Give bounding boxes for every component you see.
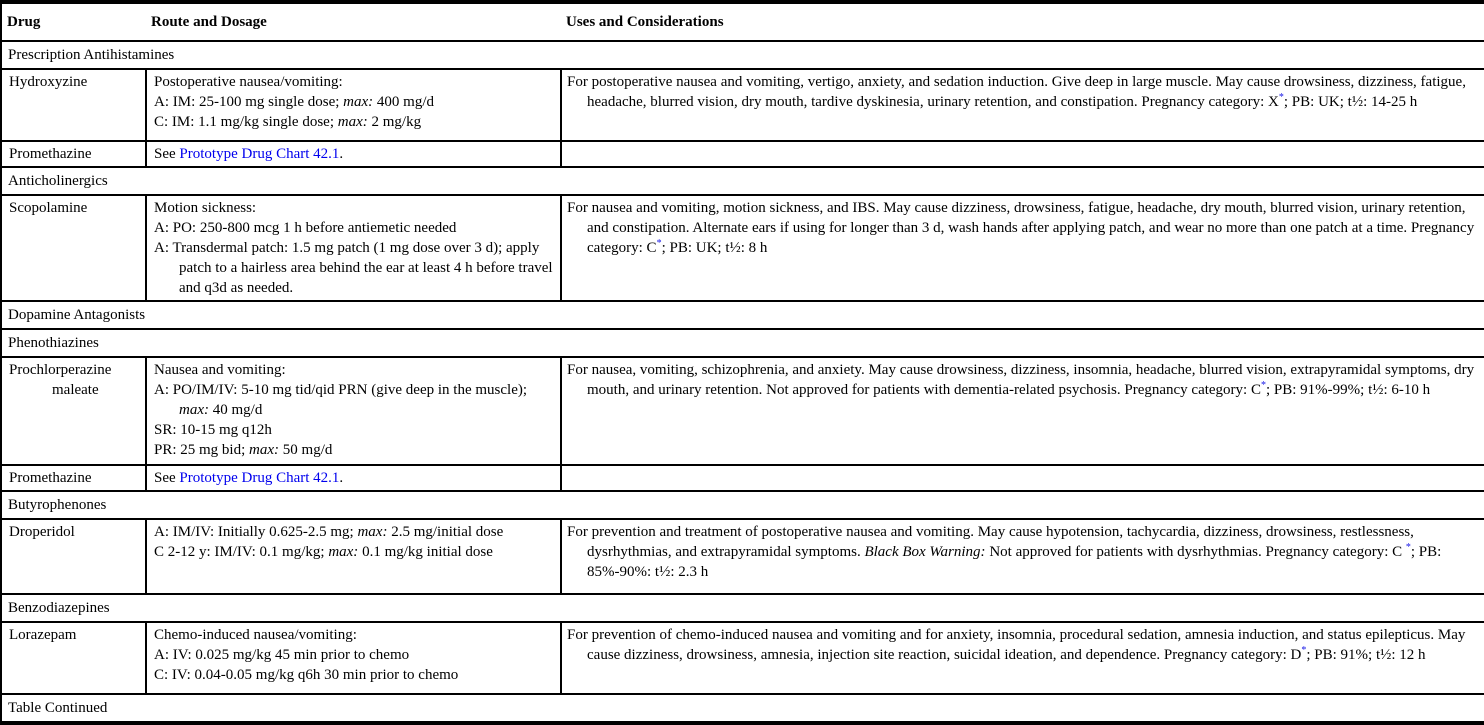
row-dopamine-antagonists [1,301,1484,329]
drug-cell [1,141,146,167]
row-lorazepam [1,622,1484,694]
route-line [154,645,555,665]
text-segment: Postoperative nausea/vomiting: [154,74,343,90]
drug-name: Droperidol [9,524,75,540]
route-line [154,625,555,645]
row-prescription-antihistamines [1,41,1484,69]
uses-and-considerations-cell [561,69,1484,141]
prototype-drug-chart-link[interactable]: Prototype Drug Chart 42.1 [179,470,340,486]
row-scopolamine [1,195,1484,301]
italic-text: max: [179,402,209,418]
text-segment: For nausea and vomiting, motion sickness, and IBS. May cause dizziness, drowsiness, fatigue, headache, dry mouth, blurred vision, urinary retention, and constipation. Alternate ears if using for longer than 3 d, wash hands after applying patch, and wear no more than one patch at a time. Pregnancy category: C [567,200,1475,256]
route-line [154,440,555,460]
route-line [154,112,555,132]
section-header-anticholinergics: Anticholinergics [1,167,1484,195]
footnote-asterisk-link[interactable]: * [1405,542,1411,553]
footnote-asterisk-link[interactable]: * [1301,645,1307,656]
footnote-asterisk-link[interactable]: * [1260,380,1266,391]
route-and-dosage-cell [146,69,561,141]
text-segment: A: IM: 25-100 mg single dose; [154,94,344,110]
header-row [1,2,1484,41]
uses-text [567,72,1479,112]
row-droperidol [1,519,1484,594]
drug-name: Scopolamine [9,200,88,216]
text-segment: Not approved for patients with dysrhythmias. Pregnancy category: C [985,544,1406,560]
text-segment: A: PO: 250-800 mcg 1 h before antiemetic needed [154,220,457,236]
text-segment: 2.5 mg/initial dose [387,524,504,540]
italic-text: max: [357,524,388,540]
text-segment: A: Transdermal patch: 1.5 mg patch (1 mg dose over 3 d); apply patch to a hairless area behind the ear at least 4 h before travel and q3d as needed. [154,240,553,296]
table-body [1,41,1484,723]
row-table-continued [1,694,1484,723]
uses-text [567,198,1479,258]
section-header-prescription-antihistamines: Prescription Antihistamines [1,41,1484,69]
uses-and-considerations-cell [561,141,1484,167]
drug-name: Promethazine [9,470,92,486]
text-segment: 400 mg/d [373,94,434,110]
route-line [154,238,555,298]
text-segment: C: IV: 0.04-0.05 mg/kg q6h 30 min prior to chemo [154,667,459,683]
route-line [154,144,555,164]
drug-cell [1,195,146,301]
text-segment: For prevention of chemo-induced nausea and vomiting and for anxiety, insomnia, procedural sedation, amnesia induction, and status epilepticus. May cause dizziness, drowsiness, amnesia, injection site reaction, suicidal ideation, and dependence. Pregnancy category: D [567,627,1466,663]
text-segment: . [339,470,344,486]
column-header-route-and-dosage: Route and Dosage [146,2,561,41]
route-line [154,198,555,218]
uses-and-considerations-cell [561,465,1484,491]
row-phenothiazines [1,329,1484,357]
table-continued-label: Table Continued [1,694,1484,723]
column-header-drug: Drug [1,2,146,41]
uses-text [567,522,1479,582]
route-and-dosage-cell [146,195,561,301]
uses-text [567,625,1479,665]
section-header-benzodiazepines: Benzodiazepines [1,594,1484,622]
text-segment: 0.1 mg/kg initial dose [358,544,493,560]
italic-text: max: [328,544,359,560]
uses-and-considerations-cell [561,622,1484,694]
route-and-dosage-cell [146,465,561,491]
text-segment: . [339,146,344,162]
prototype-drug-chart-link[interactable]: Prototype Drug Chart 42.1 [179,146,340,162]
text-segment: C 2-12 y: IM/IV: 0.1 mg/kg; [154,544,329,560]
route-and-dosage-cell [146,519,561,594]
uses-and-considerations-cell [561,519,1484,594]
text-segment: ; PB: 91%-99%; t½: 6-10 h [1265,382,1431,398]
row-hydroxyzine [1,69,1484,141]
drug-name: Promethazine [9,146,92,162]
drug-name: Prochlorperazine maleate [9,362,112,398]
drug-cell [1,622,146,694]
text-segment: A: PO/IM/IV: 5-10 mg tid/qid PRN (give deep in the muscle); [154,382,528,398]
section-header-dopamine-antagonists: Dopamine Antagonists [1,301,1484,329]
text-segment: Motion sickness: [154,200,257,216]
text-segment: ; PB: UK; t½: 8 h [661,240,768,256]
route-and-dosage-cell [146,357,561,465]
route-line [154,92,555,112]
route-line [154,665,555,685]
row-anticholinergics [1,167,1484,195]
row-promethazine-1 [1,141,1484,167]
text-segment: For prevention and treatment of postoperative nausea and vomiting. May cause hypotension, tachycardia, dizziness, drowsiness, restlessness, dysrhythmias, and extrapyramidal symptoms. [567,524,1414,560]
text-segment: For nausea, vomiting, schizophrenia, and anxiety. May cause drowsiness, dizziness, insomnia, headache, blurred vision, extrapyramidal symptoms, dry mouth, and urinary retention. Not approved for patients with dementia-related psychosis. Pregnancy category: C [567,362,1475,398]
text-segment: ; PB: 91%; t½: 12 h [1306,647,1426,663]
uses-text [567,360,1479,400]
italic-text: max: [337,114,368,130]
drug-cell [1,357,146,465]
column-header-uses-and-considerations: Uses and Considerations [561,2,1484,41]
table-header [1,2,1484,41]
route-line [154,380,555,420]
text-segment: PR: 25 mg bid; [154,442,250,458]
route-line [154,420,555,440]
route-line [154,542,555,562]
italic-text: max: [249,442,280,458]
footnote-asterisk-link[interactable]: * [1278,92,1284,103]
text-segment: See [154,470,180,486]
text-segment: For postoperative nausea and vomiting, vertigo, anxiety, and sedation induction. Give deep in large muscle. May cause drowsiness, dizziness, fatigue, headache, blurred vision, dry mouth, tardive dyskinesia, urinary retention, and constipation. Pregnancy category: X [567,74,1466,110]
row-promethazine-2 [1,465,1484,491]
text-segment: ; PB: UK; t½: 14-25 h [1283,94,1418,110]
route-line [154,468,555,488]
route-line [154,72,555,92]
route-line [154,360,555,380]
section-header-phenothiazines: Phenothiazines [1,329,1484,357]
text-segment: 2 mg/kg [367,114,422,130]
text-segment: Nausea and vomiting: [154,362,286,378]
route-and-dosage-cell [146,622,561,694]
footnote-asterisk-link[interactable]: * [656,238,662,249]
row-benzodiazepines [1,594,1484,622]
text-segment: C: IM: 1.1 mg/kg single dose; [154,114,338,130]
drug-name: Lorazepam [9,627,77,643]
text-segment: 50 mg/d [279,442,333,458]
section-header-butyrophenones: Butyrophenones [1,491,1484,519]
text-segment: ; PB: 85%-90%: t½: 2.3 h [587,544,1442,580]
italic-text: Black Box Warning: [864,544,986,560]
text-segment: 40 mg/d [209,402,263,418]
uses-and-considerations-cell [561,357,1484,465]
text-segment: A: IV: 0.025 mg/kg 45 min prior to chemo [154,647,410,663]
row-prochlorperazine-maleate [1,357,1484,465]
route-line [154,218,555,238]
text-segment: SR: 10-15 mg q12h [154,422,272,438]
drug-name: Hydroxyzine [9,74,88,90]
text-segment: A: IM/IV: Initially 0.625-2.5 mg; [154,524,358,540]
route-and-dosage-cell [146,141,561,167]
route-line [154,522,555,542]
text-segment: Chemo-induced nausea/vomiting: [154,627,357,643]
text-segment: See [154,146,180,162]
italic-text: max: [343,94,374,110]
drug-cell [1,465,146,491]
uses-and-considerations-cell [561,195,1484,301]
drug-cell [1,69,146,141]
row-butyrophenones [1,491,1484,519]
drug-cell [1,519,146,594]
